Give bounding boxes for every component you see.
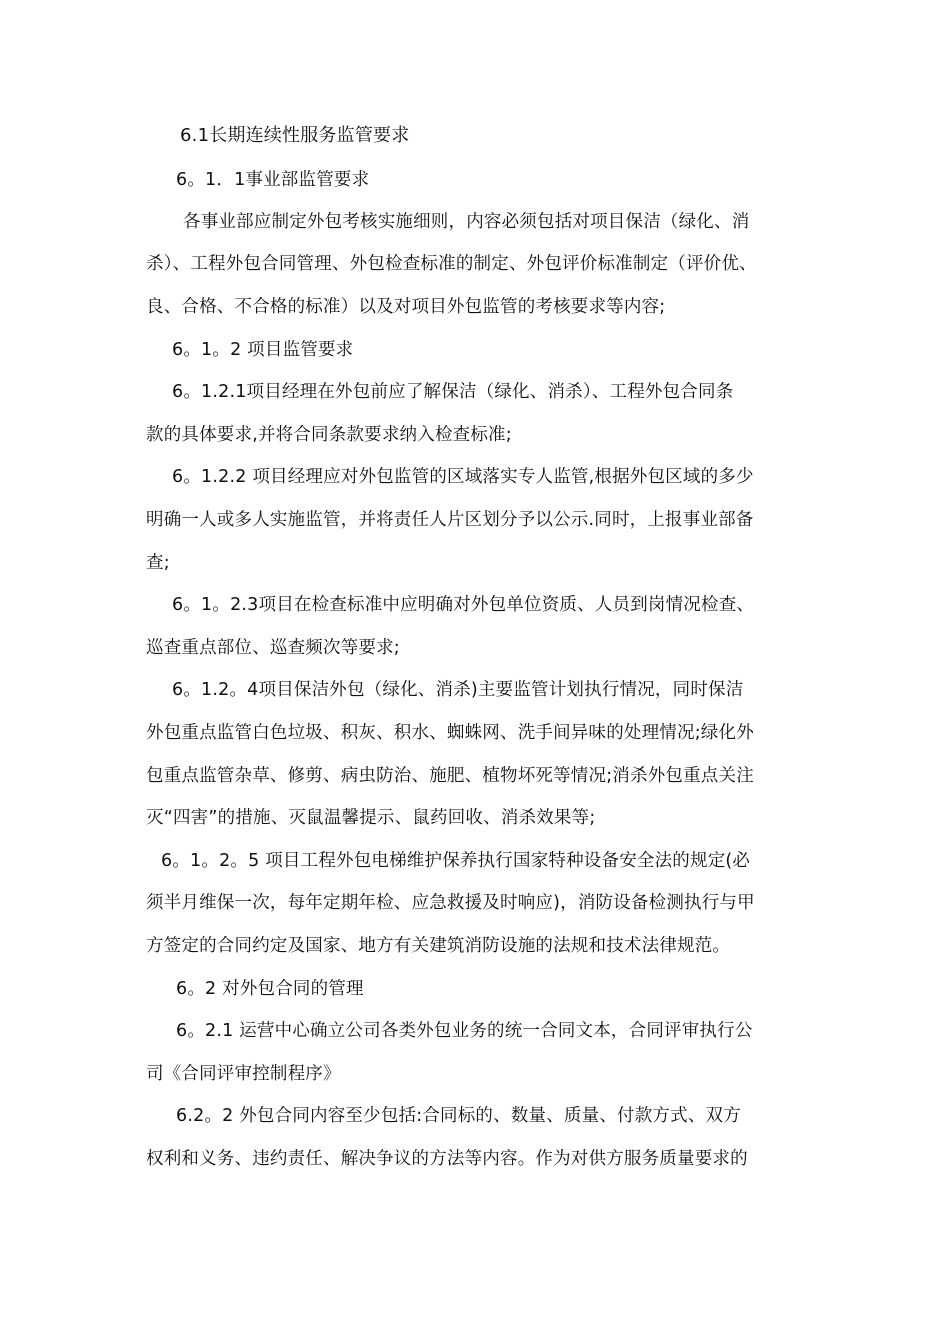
paragraph-line: 各事业部应制定外包考核实施细则，内容必须包括对项目保洁（绿化、消 [183,212,750,232]
paragraph-line: 6。1。2.3项目在检查标准中应明确对外包单位资质、人员到岗情况检查、 [172,595,755,615]
section-heading-6-2: 6。2 对外包合同的管理 [176,979,364,999]
paragraph-line: 外包重点监管白色垃圾、积灰、积水、蜘蛛网、洗手间异味的处理情况;绿化外 [146,723,754,743]
paragraph-line: 灭“四害”的措施、灭鼠温馨提示、鼠药回收、消杀效果等; [146,808,596,828]
paragraph-line: 良、合格、不合格的标准）以及对项目外包监管的考核要求等内容; [146,297,666,317]
paragraph-line: 巡查重点部位、巡查频次等要求; [146,638,400,658]
subsection-heading-6-1-2: 6。1。2 项目监管要求 [172,340,354,360]
paragraph-line: 杀）、工程外包合同管理、外包检查标准的制定、外包评价标准制定（评价优、 [146,254,757,274]
paragraph-line: 权利和义务、违约责任、解决争议的方法等内容。作为对供方服务质量要求的 [146,1149,748,1169]
paragraph-line: 包重点监管杂草、修剪、病虫防治、施肥、植物坏死等情况;消杀外包重点关注 [146,766,754,786]
paragraph-line: 方签定的合同约定及国家、地方有关建筑消防设施的法规和技术法律规范。 [146,936,731,956]
paragraph-line: 6。1.2。4项目保洁外包（绿化、消杀)主要监管计划执行情况，同时保洁 [172,680,744,700]
paragraph-line: 6。1.2.2 项目经理应对外包监管的区域落实专人监管,根据外包区域的多少 [172,467,754,487]
paragraph-line: 6。2.1 运营中心确立公司各类外包业务的统一合同文本，合同评审执行公 [176,1021,753,1041]
paragraph-line: 6.2。2 外包合同内容至少包括:合同标的、数量、质量、付款方式、双方 [176,1106,741,1126]
subsection-heading-6-1-1: 6。1．1事业部监管要求 [176,170,370,190]
paragraph-line: 6。1。2。5 项目工程外包电梯维护保养执行国家特种设备安全法的规定(必 [161,851,751,871]
paragraph-line: 明确一人或多人实施监管，并将责任人片区划分予以公示.同时，上报事业部备 [146,510,754,530]
paragraph-line: 司《合同评审控制程序》 [146,1064,341,1084]
paragraph-line: 款的具体要求,并将合同条款要求纳入检查标准; [146,425,512,445]
paragraph-line: 须半月维保一次，每年定期年检、应急救援及时响应)，消防设备检测执行与甲 [146,893,755,913]
section-heading-6-1: 6.1长期连续性服务监管要求 [180,125,410,146]
paragraph-line: 查; [146,553,170,573]
paragraph-line: 6。1.2.1项目经理在外包前应了解保洁（绿化、消杀）、工程外包合同条 [172,382,734,402]
